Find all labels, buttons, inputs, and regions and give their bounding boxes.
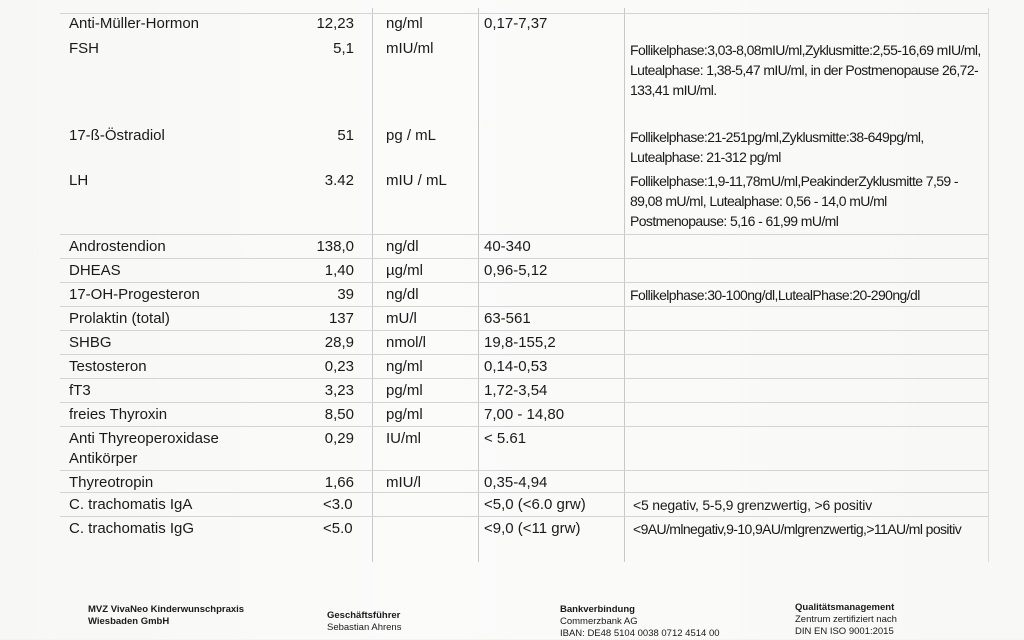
test-value: 12,23: [316, 15, 354, 32]
column-divider: [372, 8, 373, 562]
test-name: Testosteron: [69, 358, 147, 375]
row-divider: [60, 426, 988, 427]
test-value: 0,29: [324, 430, 354, 447]
test-reference: 1,72-3,54: [484, 382, 548, 399]
test-name: LH: [69, 172, 89, 189]
test-note: <9AU/mlnegativ,9-10,9AU/mlgrenzwertig,>11AU/ml positiv: [633, 521, 962, 537]
test-name: C. trachomatis IgA: [69, 496, 193, 513]
test-unit: µg/ml: [386, 262, 423, 279]
test-name: Anti-Müller-Hormon: [69, 15, 200, 32]
test-name: Prolaktin (total): [69, 310, 170, 327]
test-name: freies Thyroxin: [69, 406, 168, 423]
test-value: <3.0: [323, 496, 353, 513]
test-value: 28,9: [324, 334, 354, 351]
test-note: <5 negativ, 5-5,9 grenzwertig, >6 positiv: [633, 497, 873, 513]
test-note: Follikelphase:21-251pg/ml,Zyklusmitte:38-649pg/ml, Lutealphase: 21-312 pg/ml: [630, 129, 924, 165]
test-name: 17-ß-Östradiol: [69, 127, 165, 144]
test-unit: ng/ml: [386, 15, 423, 32]
test-name: FSH: [69, 40, 99, 57]
column-divider: [478, 8, 479, 562]
test-unit: mIU/l: [386, 474, 421, 491]
test-reference: < 5.61: [484, 430, 527, 447]
test-value: 8,50: [324, 406, 354, 423]
footer-management-name: Sebastian Ahrens: [327, 622, 402, 633]
row-divider: [60, 354, 988, 355]
row-divider: [60, 516, 988, 517]
row-divider: [60, 258, 988, 259]
test-note: Follikelphase:3,03-8,08mIU/ml,Zyklusmitte:2,55-16,69 mIU/ml, Lutealphase: 1,38-5,47 mIU/ml, in der Postmenopause 26,72-133,41 mIU/ml.: [630, 42, 981, 98]
footer-bank-iban: IBAN: DE48 5104 0038 0712 4514 00: [560, 628, 720, 639]
test-value: 0,23: [324, 358, 354, 375]
footer-bank-title: Bankverbindung: [560, 604, 635, 615]
column-divider: [624, 8, 625, 562]
test-reference: 0,96-5,12: [484, 262, 548, 279]
test-value: 1,66: [324, 474, 354, 491]
test-unit: ng/dl: [386, 286, 419, 303]
test-unit: mIU / mL: [386, 172, 447, 189]
test-name: C. trachomatis IgG: [69, 520, 195, 537]
test-reference: 7,00 - 14,80: [484, 406, 565, 423]
footer-quality-title: Qualitätsmanagement: [795, 602, 895, 613]
test-value: 3,23: [324, 382, 354, 399]
test-name: Thyreotropin: [69, 474, 154, 491]
test-reference: 63-561: [484, 310, 531, 327]
test-unit: pg/ml: [386, 382, 423, 399]
test-reference: 40-340: [484, 238, 531, 255]
test-value: 138,0: [316, 238, 354, 255]
row-divider: [60, 282, 988, 283]
row-divider: [60, 470, 988, 471]
test-reference: 0,14-0,53: [484, 358, 548, 375]
test-reference: 0,17-7,37: [484, 15, 548, 32]
test-name: Androstendion: [69, 238, 166, 255]
row-divider: [60, 234, 988, 235]
footer-bank-name: Commerzbank AG: [560, 616, 638, 627]
test-name: 17-OH-Progesteron: [69, 286, 200, 303]
footer-quality: [795, 602, 897, 638]
test-note: Follikelphase:1,9-11,78mU/ml,PeakinderZyklusmitte 7,59 - 89,08 mU/ml, Lutealphase: 0,56 - 14,0 mU/ml Postmenopause: 5,16 - 61,99 mU/ml: [630, 173, 958, 229]
test-note: Follikelphase:30-100ng/dl,LutealPhase:20-290ng/dl: [630, 287, 920, 303]
footer-management-title: Geschäftsführer: [327, 610, 401, 621]
page-footer: [0, 604, 1024, 639]
test-unit: IU/ml: [386, 430, 421, 447]
footer-quality-iso: DIN EN ISO 9001:2015: [795, 626, 894, 637]
test-value: 137: [328, 310, 354, 327]
footer-company-name-2: Wiesbaden GmbH: [88, 616, 170, 627]
test-unit: mIU/ml: [386, 40, 434, 57]
test-reference: 0,35-4,94: [484, 474, 548, 491]
test-reference: <5,0 (<6.0 grw): [484, 496, 586, 513]
test-reference: <9,0 (<11 grw): [484, 520, 581, 537]
test-value: 1,40: [324, 262, 354, 279]
test-unit: ng/dl: [386, 238, 419, 255]
row-divider: [60, 402, 988, 403]
test-value: 39: [337, 286, 354, 303]
test-name: SHBG: [69, 334, 112, 351]
test-unit: pg / mL: [386, 127, 437, 144]
row-divider: [60, 330, 988, 331]
test-unit: nmol/l: [386, 334, 427, 351]
test-name: fT3: [69, 382, 91, 399]
test-unit: pg/ml: [386, 406, 423, 423]
test-name: DHEAS: [69, 262, 121, 279]
footer-bank: [560, 604, 720, 640]
test-unit: mU/l: [386, 310, 417, 327]
footer-company: [88, 604, 244, 628]
test-name: Anti Thyreoperoxidase Antikörper: [69, 430, 219, 467]
footer-company-name: MVZ VivaNeo Kinderwunschpraxis: [88, 604, 245, 615]
test-value: <5.0: [323, 520, 353, 537]
test-reference: 19,8-155,2: [484, 334, 556, 351]
test-unit: ng/ml: [386, 358, 423, 375]
row-divider: [60, 378, 988, 379]
row-divider: [60, 306, 988, 307]
footer-management: [327, 610, 401, 634]
test-value: 51: [337, 127, 354, 144]
footer-quality-text: Zentrum zertifiziert nach: [795, 614, 897, 625]
test-value: 5,1: [333, 40, 354, 57]
test-value: 3.42: [324, 172, 354, 189]
